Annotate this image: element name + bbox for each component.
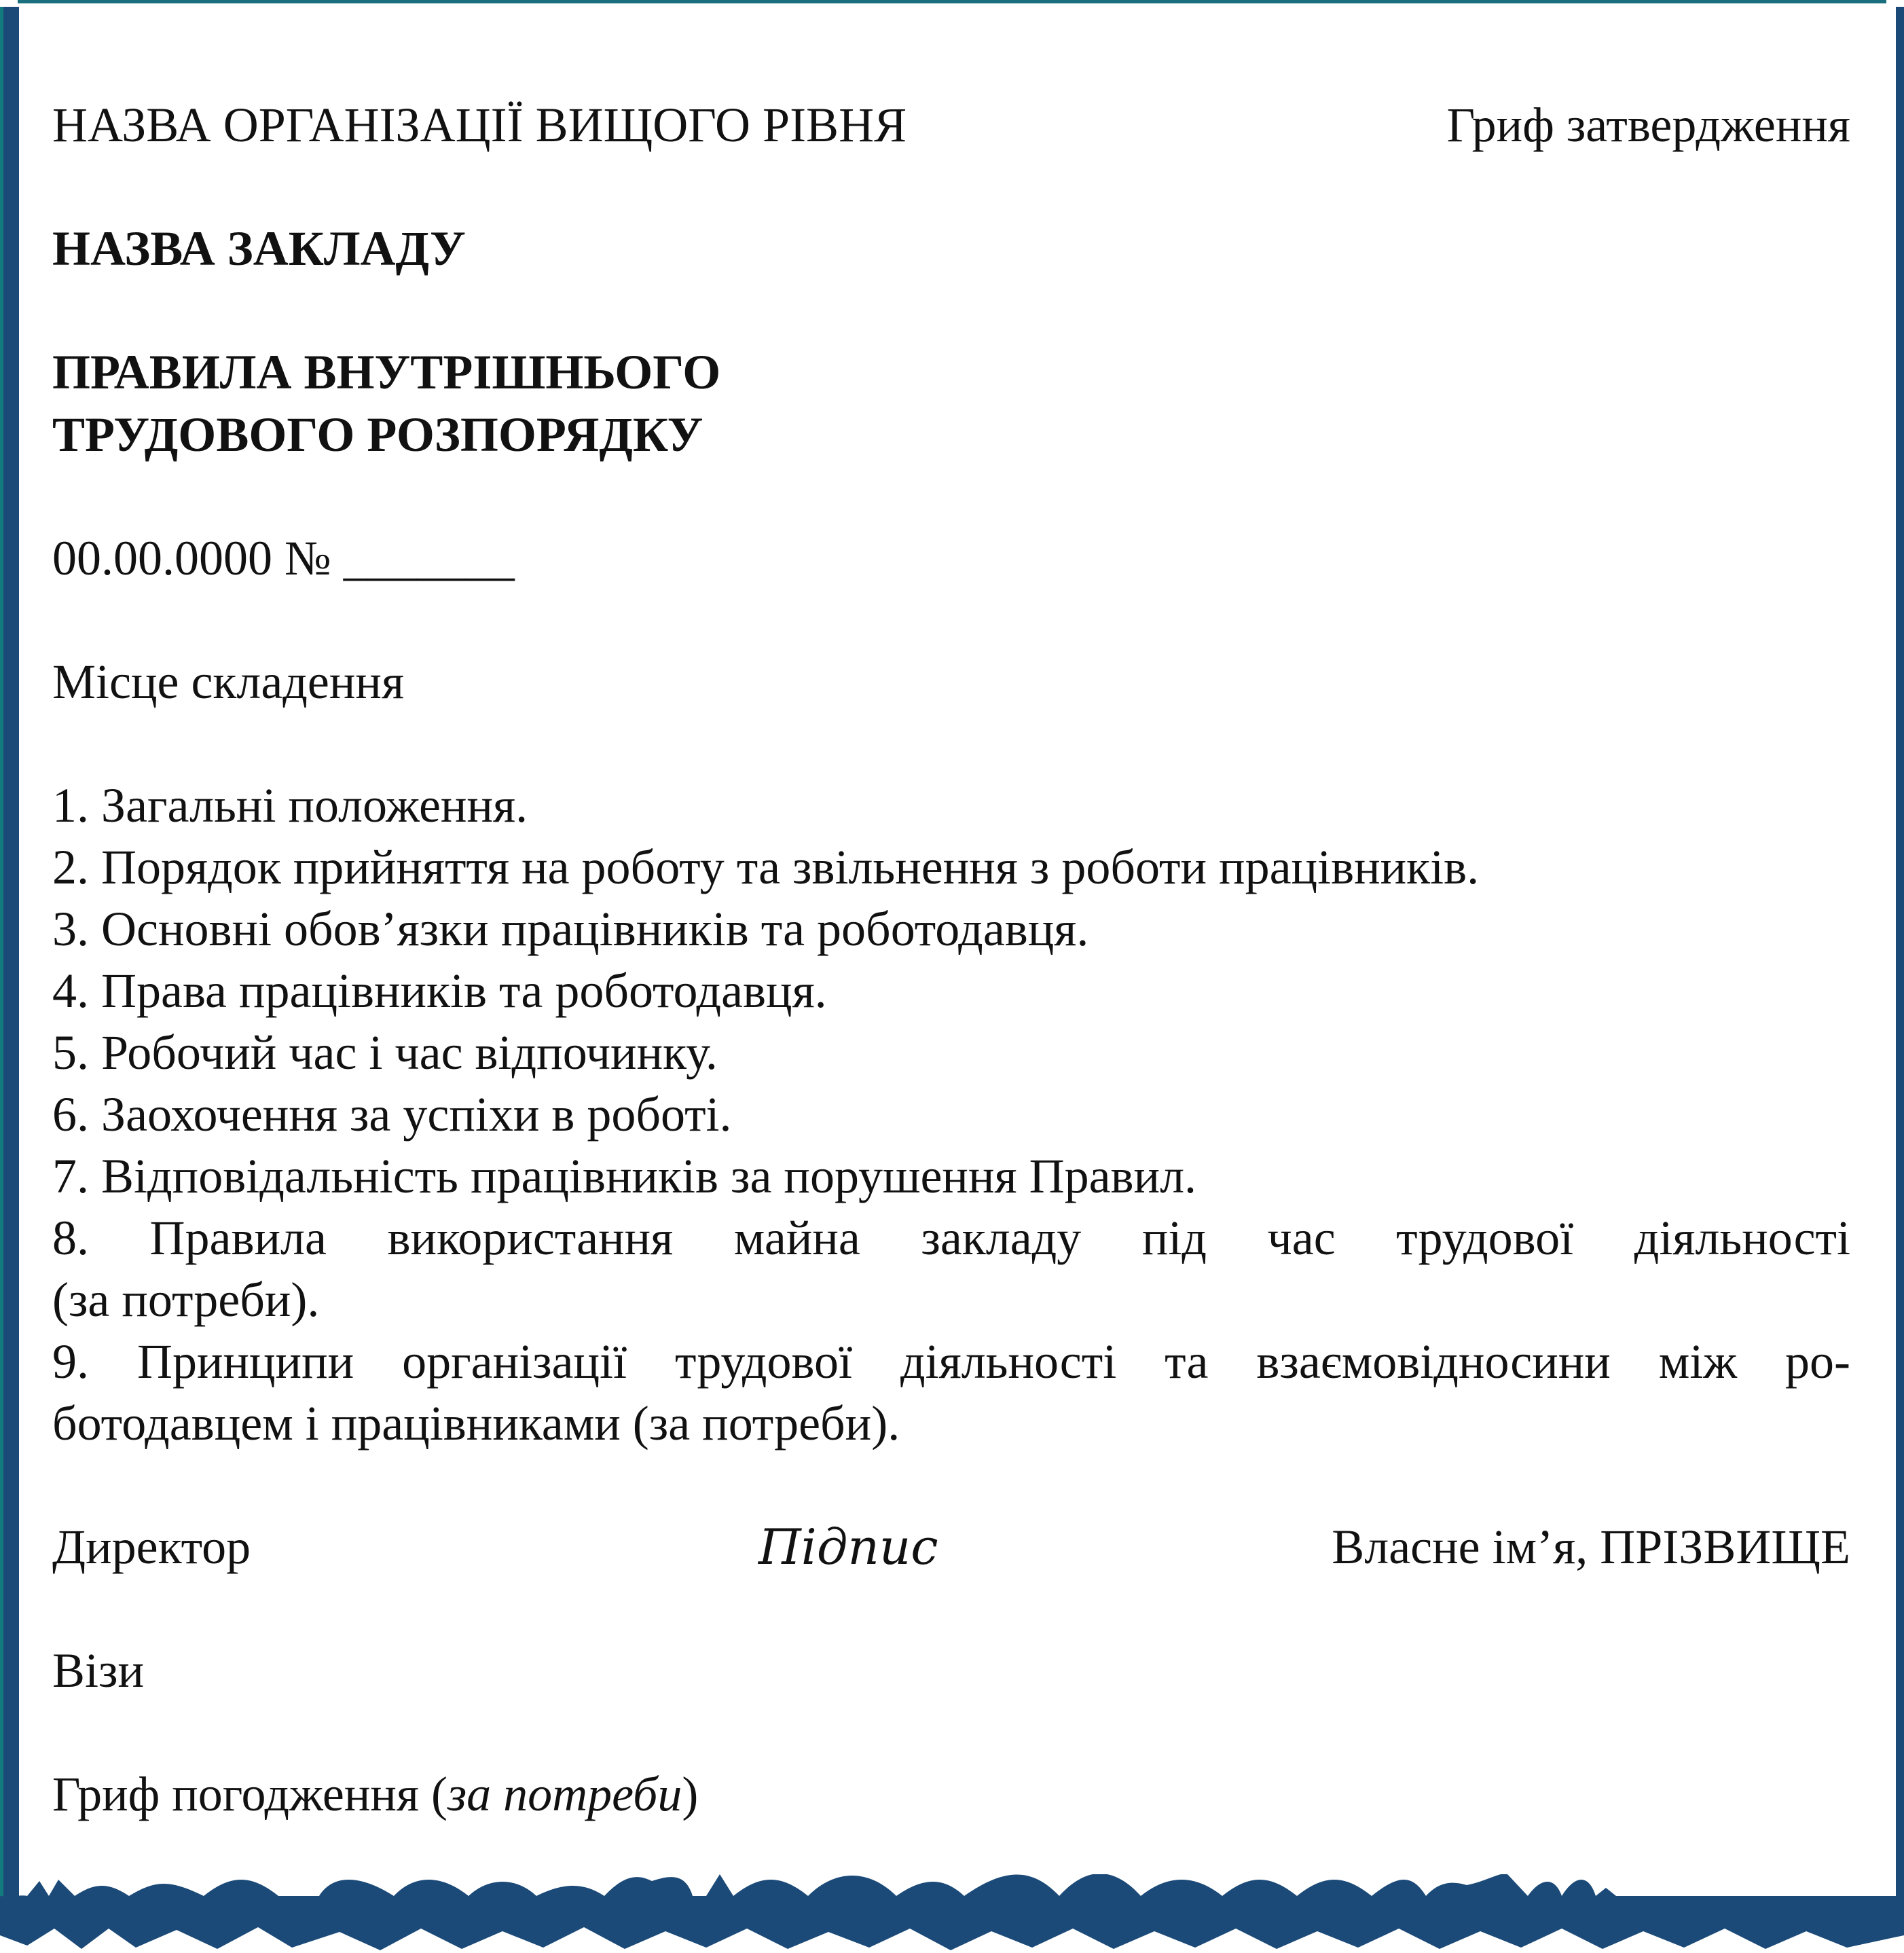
signatory-position: Директор <box>52 1520 251 1574</box>
document-title-line-2: ТРУДОВОГО РОЗПОРЯДКУ <box>52 407 703 462</box>
section-item: 3. Основні обов’язки працівників та роботодавця. <box>52 902 1089 956</box>
agreement-stamp-close: ) <box>682 1767 699 1821</box>
section-item-continued: ботодавцем і працівниками (за потреби). <box>52 1396 900 1450</box>
signatory-name: Власне ім’я, ПРІЗВИЩЕ <box>1332 1520 1850 1574</box>
agreement-stamp <box>52 1767 699 1821</box>
section-item: 1. Загальні положення. <box>52 778 528 833</box>
agreement-stamp-label: Гриф погодження ( <box>52 1767 448 1821</box>
approval-stamp: Гриф затвердження <box>1446 98 1850 152</box>
frame-left-edge <box>0 7 19 1908</box>
torn-edge-wave <box>0 1874 1904 1953</box>
section-item: 5. Робочий час і час відпочинку. <box>52 1025 718 1080</box>
place-of-compilation: Місце складення <box>52 655 405 709</box>
higher-org-name: НАЗВА ОРГАНІЗАЦІЇ ВИЩОГО РІВНЯ <box>52 98 907 152</box>
date-and-number: 00.00.0000 № _______ <box>52 531 515 585</box>
frame-right-edge <box>1896 7 1904 1908</box>
frame-top-edge <box>18 0 1886 3</box>
section-item: 9. Принципи організації трудової діяльності та взаємовідносини між ро- <box>52 1334 1850 1389</box>
section-item: 8. Правила використання майна закладу під час трудової діяльності <box>52 1211 1850 1265</box>
signature-placeholder: Підпис <box>758 1518 938 1575</box>
visas-label: Візи <box>52 1643 144 1698</box>
section-item: 6. Заохочення за успіхи в роботі. <box>52 1087 732 1142</box>
section-item-continued: (за потреби). <box>52 1273 320 1327</box>
section-item: 4. Права працівників та роботодавця. <box>52 964 827 1018</box>
section-item: 7. Відповідальність працівників за порушення Правил. <box>52 1149 1197 1203</box>
section-item: 2. Порядок прийняття на роботу та звільнення з роботи працівників. <box>52 840 1480 894</box>
institution-name: НАЗВА ЗАКЛАДУ <box>52 221 466 276</box>
document-title-line-1: ПРАВИЛА ВНУТРІШНЬОГО <box>52 345 721 399</box>
agreement-stamp-note: за потреби <box>447 1767 682 1821</box>
